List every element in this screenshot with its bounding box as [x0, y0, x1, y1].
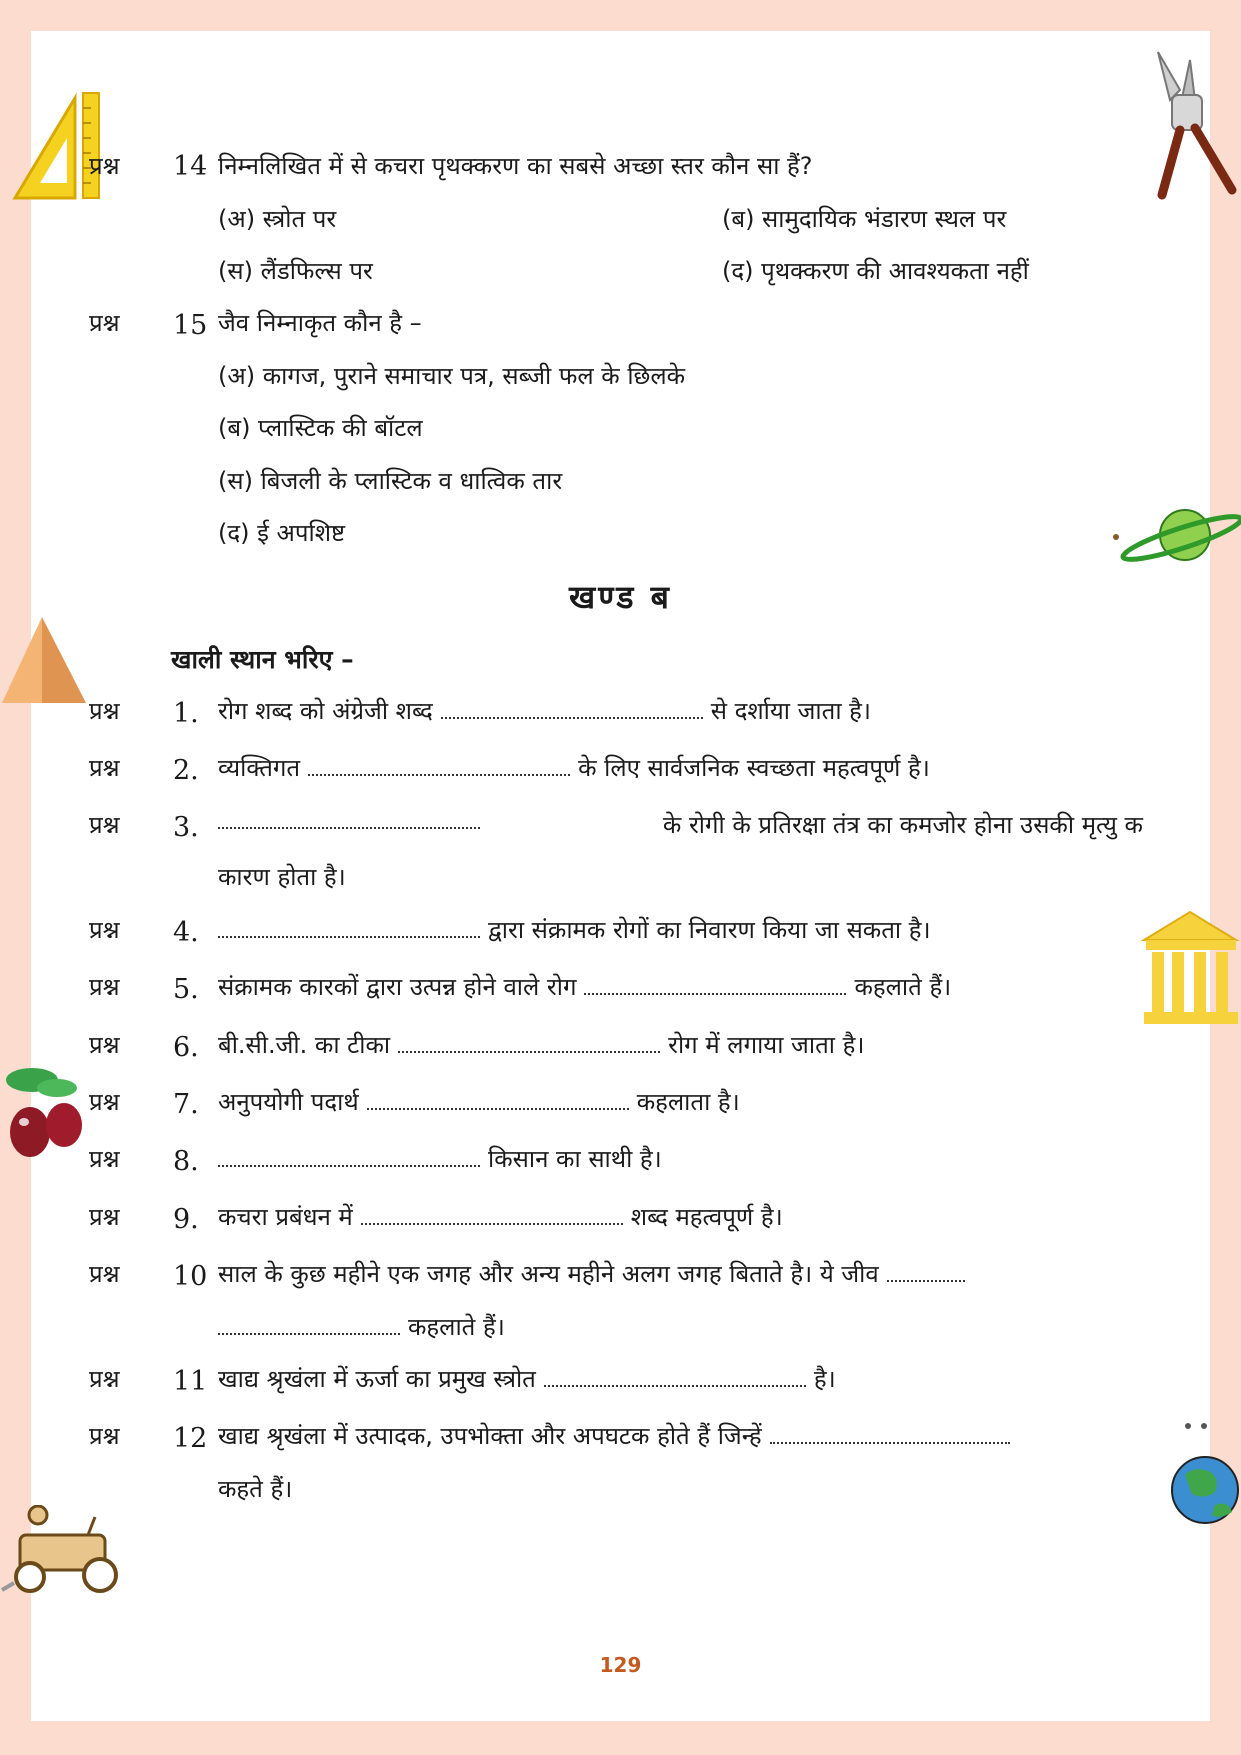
question-label: प्रश्न	[89, 1260, 120, 1288]
pruning-shears-icon	[1150, 50, 1240, 200]
question-label: प्रश्न	[89, 1422, 120, 1450]
question-text: साल के कुछ महीने एक जगह और अन्य महीने अलग जगह बिताते है। ये जीव	[218, 1258, 973, 1290]
question-label: प्रश्न	[89, 916, 120, 944]
question-number: 8.	[173, 1146, 199, 1177]
question-text: द्वारा संक्रामक रोगों का निवारण किया जा सकता है।	[218, 914, 931, 946]
beans-sprout-icon	[2, 1060, 92, 1170]
question-label: प्रश्न	[89, 1203, 120, 1231]
page-sheet	[31, 31, 1210, 1721]
section-heading: खण्ड ब	[569, 578, 672, 616]
question-label: प्रश्न	[89, 1145, 120, 1173]
question-number: 7.	[173, 1089, 199, 1120]
option-d: (द) ई अपशिष्ट	[218, 519, 346, 547]
option-d: (द) पृथक्करण की आवश्यकता नहीं	[722, 257, 1029, 285]
question-label: प्रश्न	[89, 1088, 120, 1116]
question-text: रोग शब्द को अंग्रेजी शब्द से दर्शाया जाता है।	[218, 697, 872, 725]
question-label: प्रश्न	[89, 973, 120, 1001]
question-text: निम्नलिखित में से कचरा पृथक्करण का सबसे अच्छा स्तर कौन सा हैं?	[218, 152, 813, 180]
question-text: बी.सी.जी. का टीका रोग में लगाया जाता है।	[218, 1031, 865, 1059]
option-c: (स) लैंडफिल्स पर	[218, 257, 373, 285]
question-number: 5.	[173, 974, 199, 1005]
question-label: प्रश्न	[89, 811, 120, 839]
question-number: 11	[173, 1366, 208, 1397]
question-label: प्रश्न	[89, 1365, 120, 1393]
question-text: व्यक्तिगत के लिए सार्वजनिक स्वच्छता महत्वपूर्ण है।	[218, 754, 930, 782]
question-text: जैव निम्नाकृत कौन है –	[218, 309, 422, 337]
option-b: (ब) सामुदायिक भंडारण स्थल पर	[722, 205, 1007, 233]
question-text: अनुपयोगी पदार्थ कहलाता है।	[218, 1088, 740, 1116]
option-a: (अ) स्त्रोत पर	[218, 205, 337, 233]
question-number: 6.	[173, 1032, 199, 1063]
question-number: 3.	[173, 812, 199, 843]
question-text: खाद्य श्रृखंला में उत्पादक, उपभोक्ता और अपघटक होते हैं जिन्हें	[218, 1420, 1018, 1452]
option-c: (स) बिजली के प्लास्टिक व धात्विक तार	[218, 467, 563, 495]
question-text: कचरा प्रबंधन में शब्द महत्वपूर्ण है।	[218, 1203, 783, 1231]
question-label: प्रश्न	[89, 309, 120, 337]
pyramid-icon	[0, 615, 90, 705]
question-text: संक्रामक कारकों द्वारा उत्पन्न होने वाले रोग कहलाते हैं।	[218, 973, 952, 1001]
question-number: 12	[173, 1423, 208, 1454]
antique-car-icon	[0, 1505, 130, 1600]
question-number: 4.	[173, 917, 199, 948]
question-number: 10	[173, 1261, 208, 1292]
question-text-continued: कहते हैं।	[218, 1475, 293, 1503]
question-number: 14	[173, 151, 208, 182]
temple-pillars-icon	[1140, 910, 1241, 1030]
page-number: 129	[599, 1653, 642, 1677]
question-text: के रोगी के प्रतिरक्षा तंत्र का कमजोर होना उसकी मृत्यु क	[218, 809, 1143, 841]
question-label: प्रश्न	[89, 152, 120, 180]
question-label: प्रश्न	[89, 1031, 120, 1059]
question-number: 2.	[173, 755, 199, 786]
question-label: प्रश्न	[89, 697, 120, 725]
question-label: प्रश्न	[89, 754, 120, 782]
question-text: खाद्य श्रृखंला में ऊर्जा का प्रमुख स्त्रोत है।	[218, 1365, 836, 1393]
question-text-continued: कारण होता है।	[218, 863, 346, 891]
option-b: (ब) प्लास्टिक की बॉटल	[218, 414, 423, 442]
question-text: किसान का साथी है।	[218, 1143, 662, 1175]
option-a: (अ) कागज, पुराने समाचार पत्र, सब्जी फल के छिलके	[218, 362, 686, 390]
question-text-continued: कहलाते हैं।	[218, 1311, 505, 1343]
fill-blanks-heading: खाली स्थान भरिए –	[171, 645, 354, 674]
globe-icon	[1160, 1420, 1241, 1525]
question-number: 15	[173, 310, 208, 341]
question-number: 1.	[173, 698, 199, 729]
question-number: 9.	[173, 1204, 199, 1235]
set-square-ruler-icon	[5, 88, 105, 203]
planet-saturn-icon	[1110, 500, 1241, 570]
